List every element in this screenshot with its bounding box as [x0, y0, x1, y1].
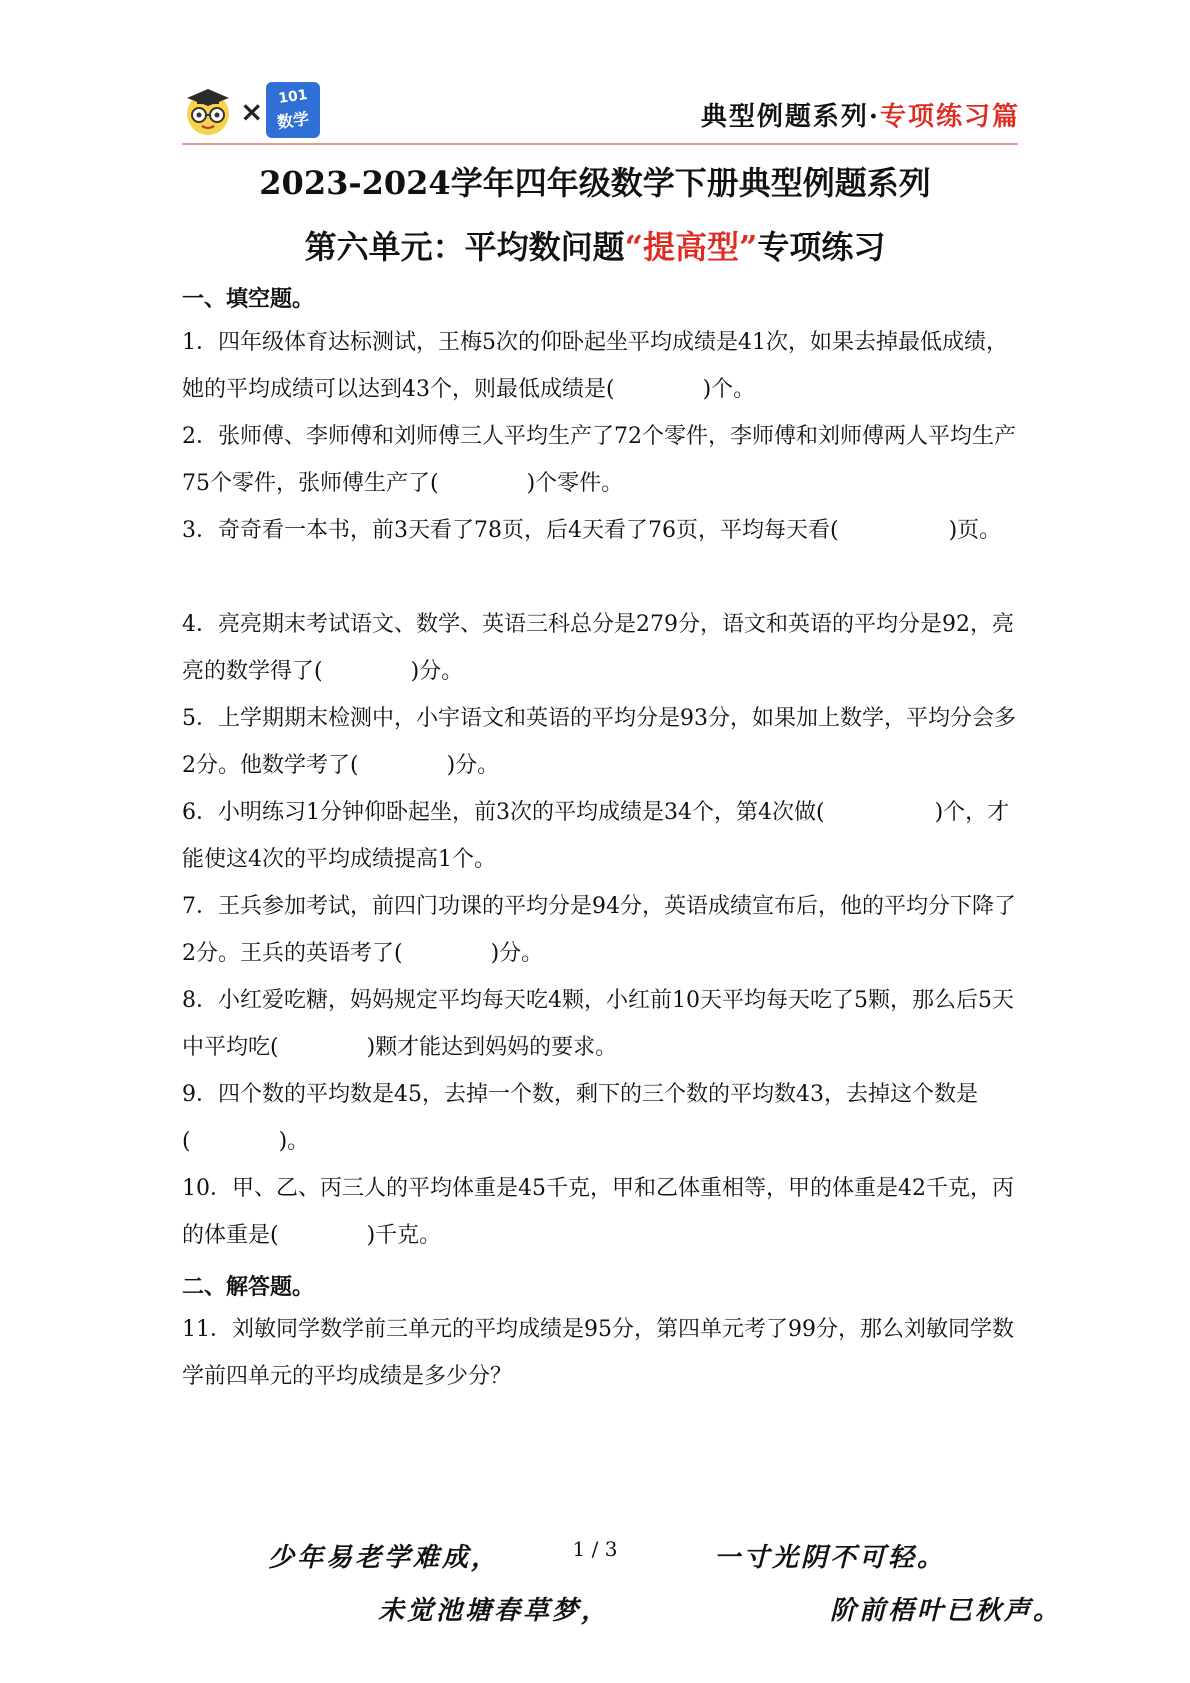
- question-7: 7．王兵参加考试，前四门功课的平均分是94分，英语成绩宣布后，他的平均分下降了2分。王兵的英语考了( )分。: [182, 894, 1016, 966]
- series-label-main: 典型例题系列·: [700, 102, 880, 132]
- mascot-logo-icon: [183, 84, 233, 136]
- question-9: 9．四个数的平均数是45，去掉一个数，剩下的三个数的平均数43，去掉这个数是( )。: [182, 1082, 978, 1154]
- question-1: 1．四年级体育达标测试，王梅5次的仰卧起坐平均成绩是41次，如果去掉最低成绩，她的平均成绩可以达到43个，则最低成绩是( )个。: [182, 330, 1008, 402]
- poem-line-1: 少年易老学难成，: [268, 1543, 501, 1573]
- document-subtitle: [0, 222, 1190, 268]
- times-symbol: ×: [240, 95, 264, 128]
- math-101-logo: [266, 82, 320, 138]
- question-11: 11．刘敏同学数学前三单元的平均成绩是95分，第四单元考了99分，那么刘敏同学数学前四单元的平均成绩是多少分？: [182, 1317, 1014, 1389]
- poem-line-4: 阶前梧叶已秋声。: [830, 1596, 1063, 1626]
- question-4: 4．亮亮期末考试语文、数学、英语三科总分是279分，语文和英语的平均分是92，亮亮的数学得了( )分。: [182, 612, 1014, 684]
- header-divider: [182, 143, 1018, 145]
- section-heading-fill-in: 一、填空题。: [182, 286, 315, 312]
- subtitle-prefix: 第六单元：平均数问题: [304, 228, 625, 266]
- question-8: 8．小红爱吃糖，妈妈规定平均每天吃4颗，小红前10天平均每天吃了5颗，那么后5天中平均吃( )颗才能达到妈妈的要求。: [182, 988, 1014, 1060]
- question-3: 3．奇奇看一本书，前3天看了78页，后4天看了76页，平均每天看( )页。: [182, 518, 1002, 543]
- logo-text-101: 101: [277, 87, 309, 107]
- page-number: 1 / 3: [572, 1537, 618, 1561]
- question-10: 10．甲、乙、丙三人的平均体重是45千克，甲和乙体重相等，甲的体重是42千克，丙的体重是( )千克。: [182, 1176, 1014, 1248]
- poem-line-3: 未觉池塘春草梦，: [378, 1596, 611, 1626]
- series-label-highlight: 专项练习篇: [879, 102, 1020, 132]
- logo-text-math: 数学: [275, 108, 311, 133]
- subtitle-suffix: 专项练习: [757, 228, 886, 266]
- series-label: [701, 96, 1020, 133]
- question-6: 6．小明练习1分钟仰卧起坐，前3次的平均成绩是34个，第4次做( )个，才能使这4次的平均成绩提高1个。: [182, 800, 1010, 872]
- document-title: 2023-2024学年四年级数学下册典型例题系列: [259, 164, 931, 202]
- section-heading-answer: 二、解答题。: [182, 1274, 315, 1300]
- poem-line-2: 一寸光阴不可轻。: [714, 1543, 947, 1573]
- question-5: 5．上学期期末检测中，小宇语文和英语的平均分是93分，如果加上数学，平均分会多2分。他数学考了( )分。: [182, 706, 1016, 778]
- question-2: 2．张师傅、李师傅和刘师傅三人平均生产了72个零件，李师傅和刘师傅两人平均生产75个零件，张师傅生产了( )个零件。: [182, 424, 1016, 496]
- subtitle-highlight: “提高型”: [624, 228, 758, 266]
